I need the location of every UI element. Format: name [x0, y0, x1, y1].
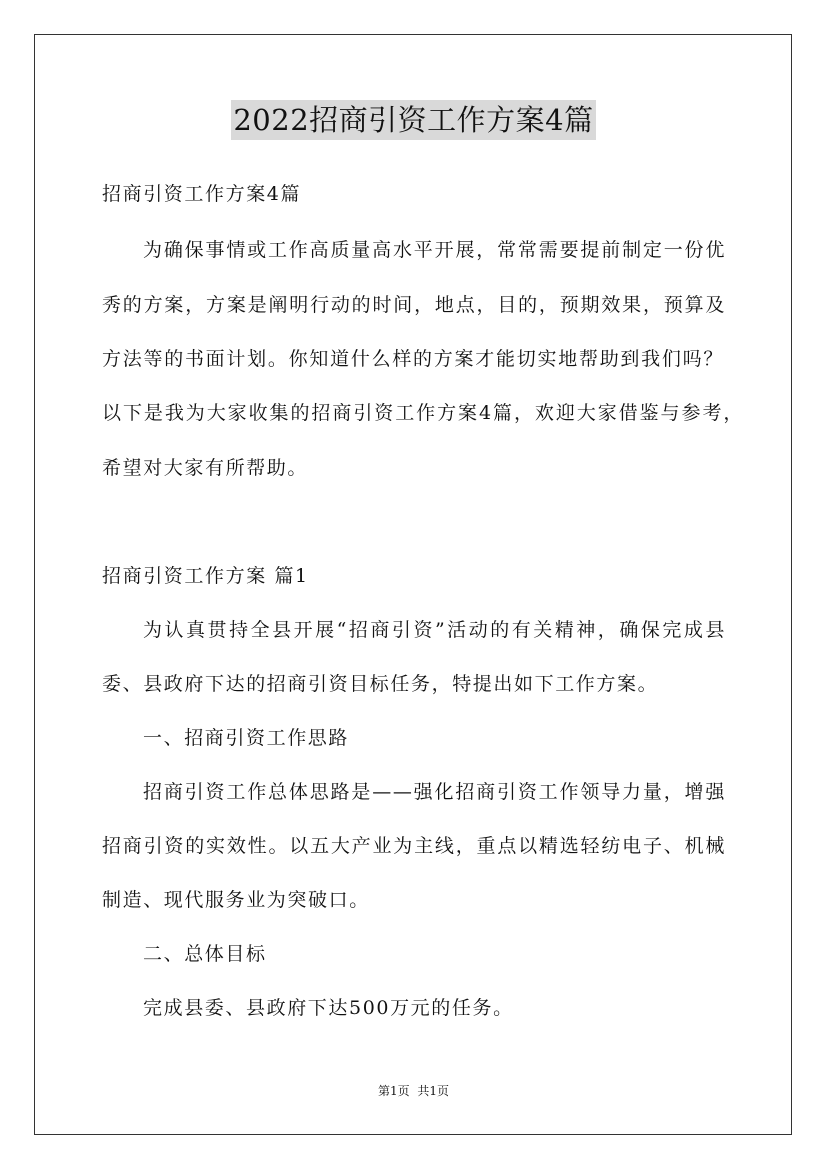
para-b: 完成县委、县政府下达500万元的任务。	[143, 997, 514, 1019]
heading-a: 一、招商引资工作思路	[143, 727, 350, 749]
section1-line-2: 委、县政府下达的招商引资目标任务，特提出如下工作方案。	[102, 673, 659, 695]
section1-line-1: 为认真贯持全县开展“招商引资”活动的有关精神，确保完成县	[143, 619, 726, 641]
intro-line-5: 希望对大家有所帮助。	[102, 457, 309, 479]
page-total: 共1页	[417, 1084, 450, 1098]
heading-b: 二、总体目标	[143, 943, 267, 965]
document-subtitle: 招商引资工作方案4篇	[102, 183, 302, 205]
para-a-line-2: 招商引资的实效性。以五大产业为主线，重点以精选轻纺电子、机械	[102, 835, 726, 857]
title-container	[0, 100, 827, 140]
intro-line-1: 为确保事情或工作高质量高水平开展，常常需要提前制定一份优	[143, 239, 726, 261]
para-a-line-3: 制造、现代服务业为突破口。	[102, 889, 370, 911]
intro-line-2: 秀的方案，方案是阐明行动的时间，地点，目的，预期效果，预算及	[102, 294, 726, 316]
document-title: 2022招商引资工作方案4篇	[231, 100, 595, 140]
page-number: 第1页	[377, 1084, 410, 1098]
section1-heading: 招商引资工作方案 篇1	[102, 565, 309, 587]
para-a-line-1: 招商引资工作总体思路是——强化招商引资工作领导力量，增强	[143, 781, 726, 803]
page-footer	[0, 1083, 827, 1099]
intro-line-3: 方法等的书面计划。你知道什么样的方案才能切实地帮助到我们吗？	[102, 348, 724, 370]
intro-line-4: 以下是我为大家收集的招商引资工作方案4篇，欢迎大家借鉴与参考，	[102, 402, 744, 424]
